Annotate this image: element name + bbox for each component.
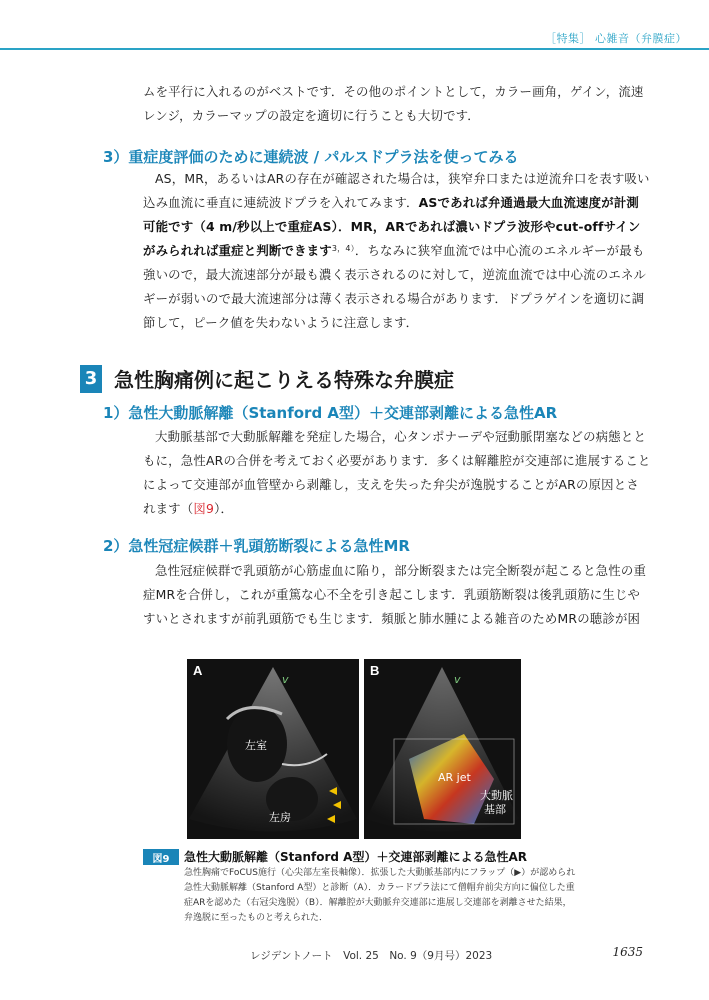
figure-9-caption: 急性胸痛でFoCUS施行（心尖部左室長軸像）．拡張した大動脈基部内にフラップ（▶）が認められ急性大動脈解離（Stanford A型）と診断（A）．カラードプラ法にて僧帽弁前尖方向に偏位した重症ARを認めた（右冠尖逸脱）（B）．解離腔が大動脈弁交連部に進展し交連部を剥離させた結果，弁逸脱に至ったものと考えられた． bbox=[184, 868, 576, 923]
figure-9-panel-a bbox=[187, 659, 359, 839]
aortic-root-label-1: 大動脈 bbox=[480, 789, 513, 802]
heading-papillary-rupture: 2）急性冠症候群＋乳頭筋断裂による急性MR bbox=[103, 537, 410, 555]
cw-doppler-paragraph bbox=[143, 167, 651, 335]
figure-9-title: 急性大動脈解離（Stanford A型）＋交連部剥離による急性AR bbox=[184, 850, 527, 864]
cw-text-bold: ASであれば弁通過最大血流速度が計測可能です（4 m/秒以上で重症AS）．MR，ARであれば濃いドプラ波形やcut-offサインがみられれば重症と判断できます bbox=[143, 195, 641, 258]
page-number: 1635 bbox=[612, 945, 643, 959]
intro-paragraph bbox=[143, 80, 651, 128]
heading-cw-doppler: 3）重症度評価のために連続波 / パルスドプラ法を使ってみる bbox=[103, 148, 519, 166]
intro-text: ムを平行に入れるのがベストです．その他のポイントとして，カラー画角，ゲイン，流速レンジ，カラーマップの設定を適切に行うことも大切です． bbox=[143, 84, 644, 123]
cw-text-start: AS，MR，あるいはARの存在が確認された場合は，狭窄弁口または逆流弁口を表す吸い込み血流に垂直に連続波ドプラを入れてみます． bbox=[143, 171, 650, 210]
dissection-paragraph bbox=[143, 425, 651, 521]
dissection-text-main: 大動脈基部で大動脈解離を発症した場合，心タンポナーデや冠動脈閉塞などの病態とともに，急性ARの合併を考えておく必要があります．多くは解離腔が交連部に進展することによって交連部が血管壁から剥離し，支えを失った弁尖が逸脱することがARの原因とされます（ bbox=[143, 429, 651, 516]
aortic-root-label-2: 基部 bbox=[484, 803, 506, 816]
figure-9-panel-b bbox=[364, 659, 521, 839]
chapter-3-heading bbox=[80, 364, 454, 393]
mr-text: 急性冠症候群で乳頭筋が心筋虚血に陥り，部分断裂または完全断裂が起こると急性の重症MRを合併し，これが重篤な心不全を引き起こします．乳頭筋断裂は後乳頭筋に生じやすいとされますが前乳頭筋でも生じます．頻脈と肺水腫による雑音のためMRの聴診が困 bbox=[143, 563, 647, 626]
panel-a-v-marker: v bbox=[282, 673, 289, 686]
cw-text-end: ．ちなみに狭窄血流では中心流のエネルギーが最も強いので，最大流速部分が最も濃く表示されるのに対して，逆流血流では中心流のエネルギーが弱いので最大流速部分は薄く表示される場合があります．ドプラゲインを適切に調節して，ピーク値を失わないように注意します． bbox=[143, 243, 647, 330]
lv-label: 左室 bbox=[245, 739, 267, 752]
la-label: 左房 bbox=[269, 811, 291, 824]
panel-b-label: B bbox=[370, 663, 380, 678]
figure-9-tag: 図9 bbox=[143, 849, 179, 865]
panel-b-v-marker: v bbox=[454, 673, 461, 686]
chapter-title: 急性胸痛例に起こりえる特殊な弁膜症 bbox=[114, 368, 454, 392]
header-rule bbox=[0, 48, 709, 50]
header-section-tag: ［特集］ 心雑音（弁膜症） bbox=[545, 32, 687, 45]
chapter-number-badge: 3 bbox=[80, 365, 102, 393]
heading-aortic-dissection: 1）急性大動脈解離（Stanford A型）＋交連部剥離による急性AR bbox=[103, 404, 558, 422]
dissection-text-tail: ）． bbox=[214, 501, 234, 516]
footer-journal: レジデントノート Vol. 25 No. 9（9月号）2023 bbox=[250, 950, 493, 962]
figure-9-reference[interactable]: 図9 bbox=[193, 501, 215, 516]
dissection-text bbox=[143, 425, 651, 521]
panel-a-label: A bbox=[193, 663, 203, 678]
cw-citation: 3，4） bbox=[331, 244, 355, 253]
cw-doppler-text bbox=[143, 167, 651, 335]
ar-jet-label: AR jet bbox=[438, 771, 471, 784]
mr-paragraph bbox=[143, 559, 651, 631]
